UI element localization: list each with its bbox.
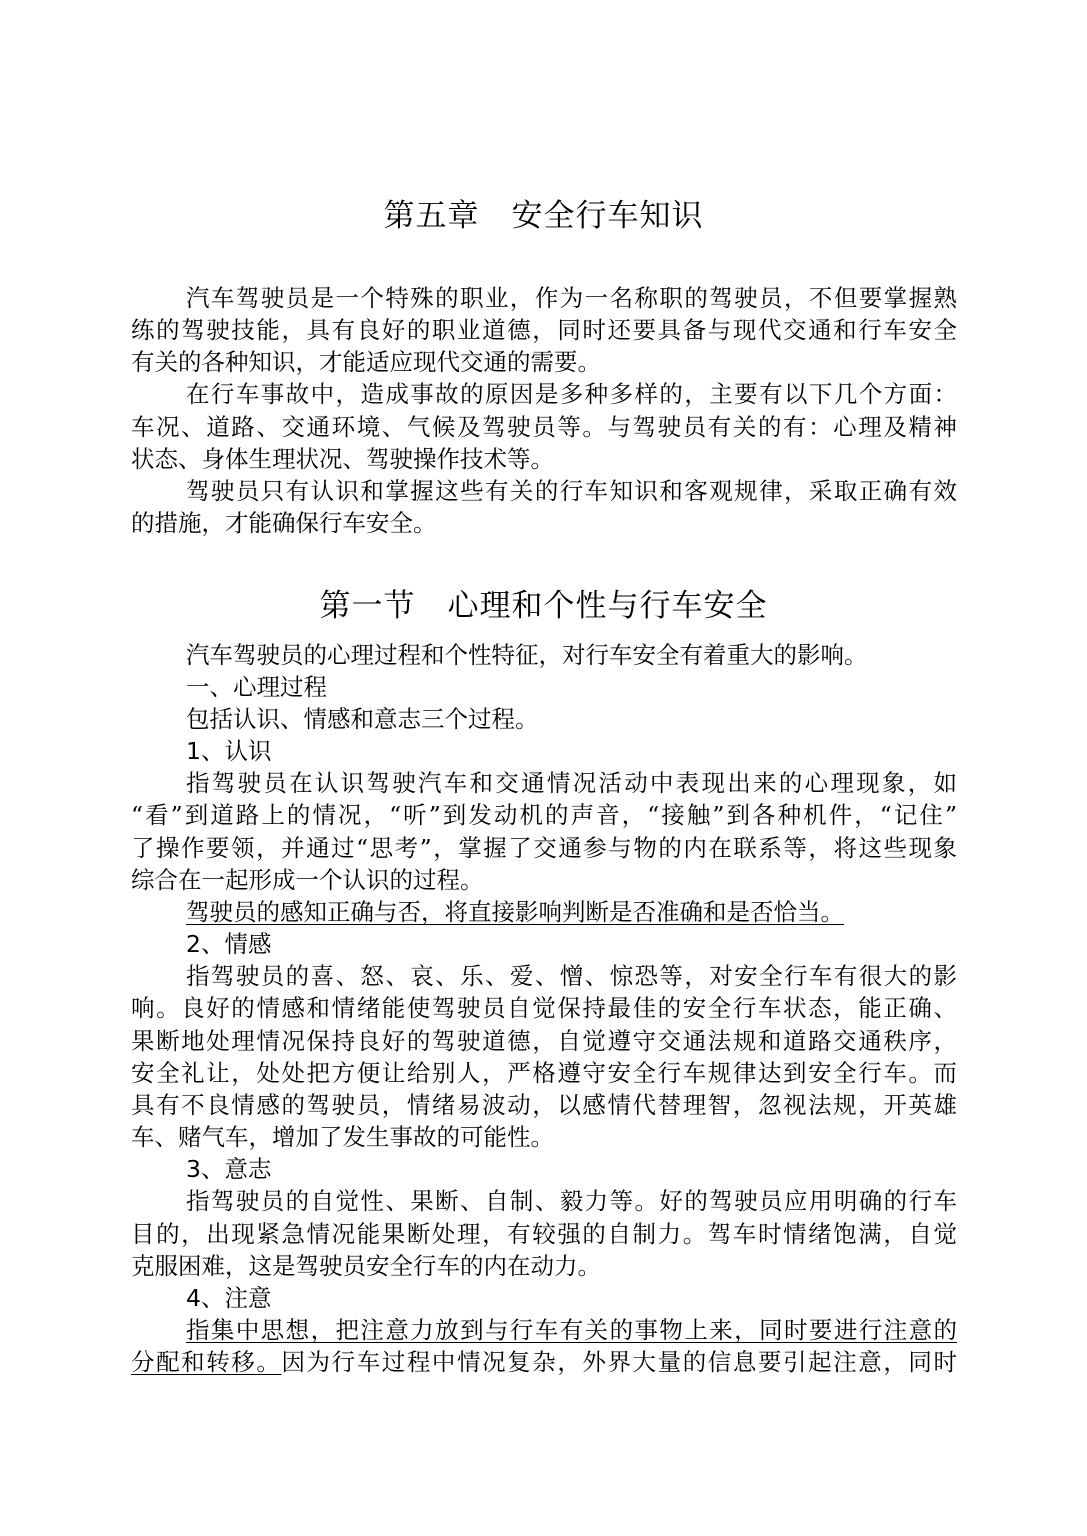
text-line — [131, 1090, 957, 1120]
text-line — [131, 865, 957, 895]
text-span: 驾驶员只有认识和掌握这些有关的行车知识和客观规律，采取正确有效 — [186, 477, 957, 505]
text-span: 车况、道路、交通环境、气候及驾驶员等。与驾驶员有关的有：心理及精神 — [131, 413, 957, 441]
subheading — [186, 1283, 957, 1313]
text-line — [186, 283, 957, 313]
text-line — [131, 1058, 957, 1088]
subheading — [186, 736, 957, 766]
text-span: 在行车事故中，造成事故的原因是多种多样的，主要有以下几个方面： — [186, 380, 957, 408]
text-span: 目的，出现紧急情况能果断处理，有较强的自制力。驾车时情绪饱满，自觉 — [131, 1220, 957, 1248]
text-line — [186, 897, 957, 927]
text-span: 状态、身体生理状况、驾驶操作技术等。 — [131, 445, 554, 473]
text-span: 响。良好的情感和情绪能使驾驶员自觉保持最佳的安全行车状态，能正确、 — [131, 994, 957, 1022]
text-span: 包括认识、情感和意志三个过程。 — [186, 705, 539, 733]
text-span: “看”到道路上的情况，“听”到发动机的声音，“接触”到各种机件，“记住” — [131, 801, 957, 829]
chapter-title: 第五章 安全行车知识 — [383, 198, 704, 234]
text-line — [131, 412, 957, 442]
text-line — [186, 1186, 957, 1216]
text-line — [186, 379, 957, 409]
text-line — [186, 1315, 957, 1345]
text-line — [186, 476, 957, 506]
text-line — [186, 704, 957, 734]
text-line — [186, 961, 957, 991]
text-span: 指驾驶员的自觉性、果断、自制、毅力等。好的驾驶员应用明确的行车 — [186, 1187, 957, 1215]
text-line — [131, 800, 957, 830]
text-span: 4、注意 — [186, 1284, 272, 1312]
text-span: 指驾驶员在认识驾驶汽车和交通情况活动中表现出来的心理现象，如 — [186, 769, 957, 797]
text-span: 练的驾驶技能，具有良好的职业道德，同时还要具备与现代交通和行车安全 — [131, 316, 957, 344]
text-span: 克服困难，这是驾驶员安全行车的内在动力。 — [131, 1252, 601, 1280]
text-line — [131, 347, 957, 377]
text-span: 分配和转移。 — [131, 1348, 282, 1376]
text-span: 了操作要领，并通过“思考”，掌握了交通参与物的内在联系等，将这些现象 — [131, 834, 957, 862]
subheading — [186, 929, 957, 959]
text-line — [131, 315, 957, 345]
text-line — [131, 1347, 957, 1377]
text-line — [186, 640, 957, 670]
text-line — [131, 444, 957, 474]
text-line — [131, 1219, 957, 1249]
text-line — [131, 1026, 957, 1056]
text-span: 具有不良情感的驾驶员，情绪易波动，以感情代替理智，忽视法规，开英雄 — [131, 1091, 957, 1119]
text-line — [131, 993, 957, 1023]
text-span: 指驾驶员的喜、怒、哀、乐、爱、憎、惊恐等，对安全行车有很大的影 — [186, 962, 957, 990]
text-line — [131, 833, 957, 863]
text-span: 3、意志 — [186, 1155, 272, 1183]
text-span: 驾驶员的感知正确与否，将直接影响判断是否准确和是否恰当。 — [186, 898, 844, 926]
text-span: 汽车驾驶员是一个特殊的职业，作为一名称职的驾驶员，不但要掌握熟 — [186, 284, 957, 312]
section-title: 第一节 心理和个性与行车安全 — [319, 588, 768, 624]
text-span: 汽车驾驶员的心理过程和个性特征，对行车安全有着重大的影响。 — [186, 641, 868, 669]
text-span: 的措施，才能确保行车安全。 — [131, 509, 437, 537]
text-span: 2、情感 — [186, 930, 272, 958]
text-span: 综合在一起形成一个认识的过程。 — [131, 866, 484, 894]
text-span: 1、认识 — [186, 737, 272, 765]
text-span: 一、心理过程 — [186, 673, 327, 701]
text-line — [131, 508, 957, 538]
text-line — [186, 768, 957, 798]
text-span: 车、赌气车，增加了发生事故的可能性。 — [131, 1123, 554, 1151]
text-span: 因为行车过程中情况复杂，外界大量的信息要引起注意，同时 — [281, 1348, 957, 1376]
subheading — [186, 672, 957, 702]
subheading — [186, 1154, 957, 1184]
text-line — [131, 1251, 957, 1281]
text-span: 果断地处理情况保持良好的驾驶道德，自觉遵守交通法规和道路交通秩序， — [131, 1027, 957, 1055]
text-line — [131, 1122, 957, 1152]
text-span: 有关的各种知识，才能适应现代交通的需要。 — [131, 348, 601, 376]
text-span: 指集中思想，把注意力放到与行车有关的事物上来，同时要进行注意的 — [186, 1316, 957, 1344]
text-span: 安全礼让，处处把方便让给别人，严格遵守安全行车规律达到安全行车。而 — [131, 1059, 957, 1087]
